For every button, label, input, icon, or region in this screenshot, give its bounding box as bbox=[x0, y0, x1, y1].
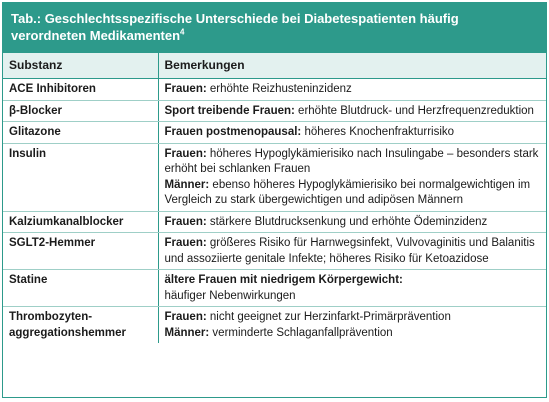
medication-table bbox=[3, 53, 546, 343]
remark-text: häufiger Nebenwirkungen bbox=[164, 289, 296, 302]
remark-text: höheres Knochenfrakturrisiko bbox=[301, 126, 455, 138]
remark-label: Frauen postmenopausal: bbox=[164, 126, 302, 138]
remarks-cell bbox=[158, 233, 546, 270]
table-row bbox=[3, 122, 546, 144]
header-substanz: Substanz bbox=[3, 53, 158, 79]
table-row bbox=[3, 79, 546, 101]
remarks-cell bbox=[158, 143, 546, 211]
remark-text: erhöhte Blutdruck- und Herzfrequenzreduktion bbox=[294, 104, 534, 117]
substance-cell: Glitazone bbox=[3, 122, 158, 144]
substance-cell: Insulin bbox=[3, 143, 158, 211]
remark-text: nicht geeignet zur Herzinfarkt-Primärprävention bbox=[206, 311, 451, 323]
table-title bbox=[3, 3, 546, 53]
substance-cell: Thrombozytenaggregationshemmer bbox=[3, 307, 158, 344]
table-row bbox=[3, 143, 546, 211]
remark-line bbox=[165, 147, 541, 178]
remarks-cell bbox=[158, 270, 546, 307]
remark-label: Männer: bbox=[164, 326, 210, 339]
table-title-line-1: Tab.: Geschlechtsspezifische Unterschiede bei Diabetespatienten häufig bbox=[11, 11, 459, 26]
remarks-cell bbox=[158, 122, 546, 144]
remark-line bbox=[165, 215, 541, 231]
substance-cell: Kalziumkanalblocker bbox=[3, 211, 158, 233]
table-row bbox=[3, 211, 546, 233]
remark-label: Frauen: bbox=[164, 215, 207, 228]
substance-cell: β-Blocker bbox=[3, 100, 158, 122]
remark-text: höheres Hypoglykämierisiko nach Insulingabe – besonders stark erhöht bei schlanken Frauen bbox=[164, 147, 539, 175]
table-body bbox=[3, 79, 546, 344]
remark-text: erhöhte Reizhusteninzidenz bbox=[206, 83, 352, 95]
remarks-cell bbox=[158, 100, 546, 122]
remarks-cell bbox=[158, 211, 546, 233]
remark-label: Männer: bbox=[164, 178, 210, 191]
table-row bbox=[3, 307, 546, 344]
substance-cell: SGLT2-Hemmer bbox=[3, 233, 158, 270]
remark-line bbox=[165, 104, 541, 120]
remark-line bbox=[165, 125, 541, 141]
remark-label: Frauen: bbox=[164, 311, 207, 323]
remark-line bbox=[165, 82, 541, 98]
remark-line bbox=[165, 310, 541, 326]
table-row bbox=[3, 270, 546, 307]
table-row bbox=[3, 233, 546, 270]
remark-label: Frauen: bbox=[164, 147, 207, 160]
footnote-marker: 4 bbox=[180, 27, 185, 37]
remark-line bbox=[165, 273, 541, 289]
table-row bbox=[3, 100, 546, 122]
header-bemerkungen: Bemerkungen bbox=[158, 53, 546, 79]
remarks-cell bbox=[158, 79, 546, 101]
remark-text: stärkere Blutdrucksenkung und erhöhte Ödeminzidenz bbox=[206, 215, 488, 228]
remark-line bbox=[165, 289, 541, 305]
remark-text: ebenso höheres Hypoglykämierisiko bei normalgewichtigen im Vergleich zu stark übergewichtigen und adipösen Männern bbox=[164, 178, 531, 206]
remark-label: Sport treibende Frauen: bbox=[164, 104, 295, 117]
remarks-cell bbox=[158, 307, 546, 344]
remark-line bbox=[165, 326, 541, 342]
table-title-line-2: verordneten Medikamenten bbox=[11, 28, 181, 43]
remark-line bbox=[165, 236, 541, 267]
remark-label: ältere Frauen mit niedrigem Körpergewicht: bbox=[164, 274, 403, 286]
remark-label: Frauen: bbox=[164, 83, 207, 95]
remark-text: verminderte Schlaganfallprävention bbox=[209, 326, 393, 339]
substance-cell: Statine bbox=[3, 270, 158, 307]
substance-cell: ACE Inhibitoren bbox=[3, 79, 158, 101]
medication-table-card bbox=[2, 2, 547, 398]
remark-label: Frauen: bbox=[164, 237, 207, 249]
remark-text: größeres Risiko für Harnwegsinfekt, Vulvovaginitis und Balanitis und assoziierte genitale Infekte; höheres Risiko für Ketoazidose bbox=[164, 237, 535, 265]
remark-line bbox=[165, 178, 541, 209]
table-header-row bbox=[3, 53, 546, 79]
